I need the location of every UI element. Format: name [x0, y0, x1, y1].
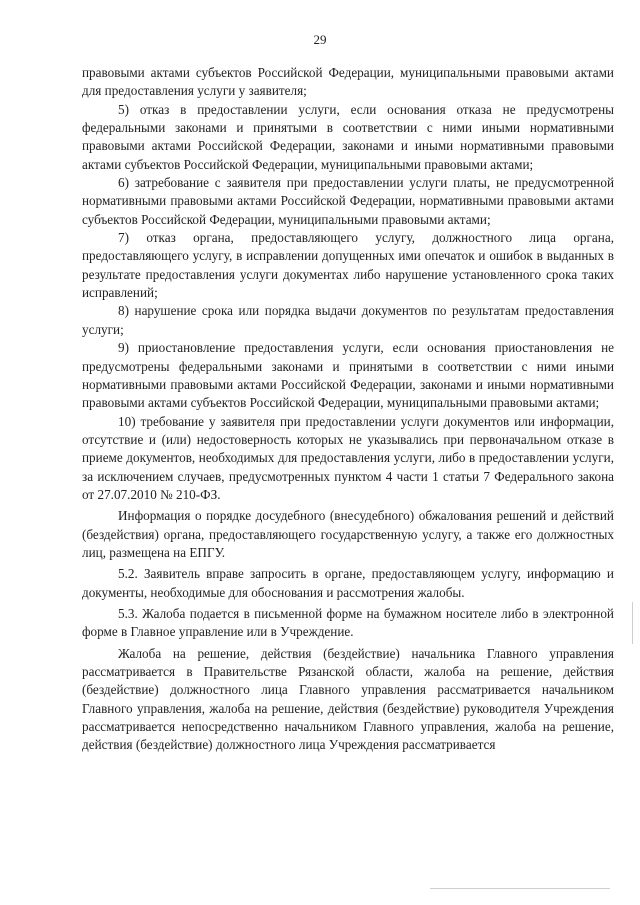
paragraph-item-6: 6) затребование с заявителя при предоставлении услуги платы, не предусмотренной нормативными правовыми актами Российской Федерации, нормативными правовыми актами субъектов Российской Федерации, муниципальными правовыми актами; [82, 175, 614, 227]
paragraph-5-3: 5.3. Жалоба подается в письменной форме на бумажном носителе либо в электронной форме в Главное управление или в Учреждение. [82, 605, 614, 640]
paragraph-item-8: 8) нарушение срока или порядка выдачи документов по результатам предоставления услуги; [82, 303, 614, 337]
paragraph-item-9: 9) приостановление предоставления услуги, если основания приостановления не предусмотрены федеральными законами и принятыми в соответствии с ними иными нормативными правовыми актами Российской Федерации, законами и иными нормативными правовыми актами субъектов Российской Федерации, муниципальными правовыми актами; [82, 340, 614, 411]
paragraph-item-5: 5) отказ в предоставлении услуги, если основания отказа не предусмотрены федеральными законами и принятыми в соответствии с ними иными нормативными правовыми актами Российской Федерации, законами и иными нормативными правовыми актами субъектов Российской Федерации, муниципальными правовыми актами; [82, 101, 614, 172]
scan-edge-mark [632, 602, 633, 644]
document-body [82, 64, 614, 755]
paragraph-continuation: правовыми актами субъектов Российской Федерации, муниципальными правовыми актами для предоставления услуги у заявителя; [82, 65, 614, 99]
paragraph-item-7: 7) отказ органа, предоставляющего услугу, должностного лица органа, предоставляющего услугу, в исправлении допущенных ими опечаток и ошибок в выданных в результате предоставления услуги документах либо нарушение установленного срока таких исправлений; [82, 230, 614, 301]
paragraph-5-2: 5.2. Заявитель вправе запросить в органе, предоставляющем услугу, информацию и документы, необходимые для обоснования и рассмотрения жалобы. [82, 566, 614, 600]
page-number: 29 [313, 32, 327, 47]
scan-bottom-line [430, 888, 610, 889]
paragraph-item-10: 10) требование у заявителя при предоставлении услуги документов или информации, отсутствие и (или) недостоверность которых не указывались при первоначальном отказе в приеме документов, необходимых для предоставления услуги, либо в предоставлении услуги, за исключением случаев, предусмотренных пунктом 4 части 1 статьи 7 Федерального закона от 27.07.2010 № 210-ФЗ. [82, 413, 614, 502]
paragraph-complaint-review: Жалоба на решение, действия (бездействие) начальника Главного управления рассматривается в Правительстве Рязанской области, жалоба на решение, действия (бездействие) должностного лица Главного управления рассматривается начальником Главного управления, жалоба на решение, действия (бездействие) руководителя Учреждения рассматривается непосредственно начальником Главного управления, жалоба на решение, действия (бездействие) должностного лица Учреждения рассматривается [82, 645, 614, 753]
paragraph-appeal-info: Информация о порядке досудебного (внесудебного) обжалования решений и действий (бездействия) органа, предоставляющего государственную услугу, а также его должностных лиц, размещена на ЕПГУ. [82, 508, 614, 560]
